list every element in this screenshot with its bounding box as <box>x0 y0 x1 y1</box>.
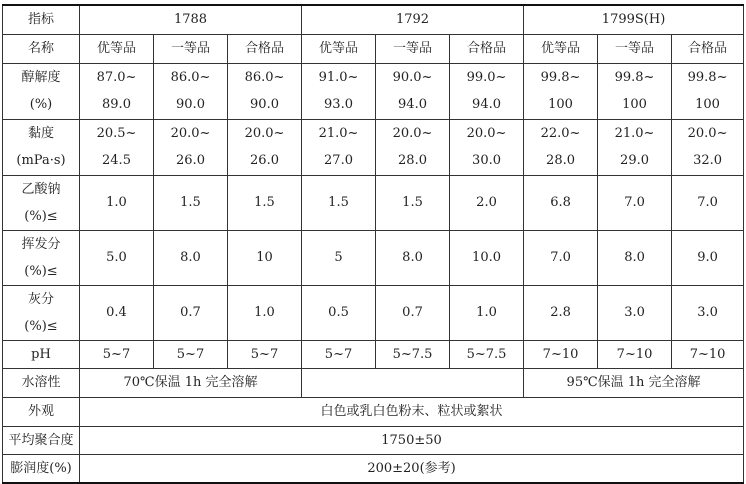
group-header-1799sh: 1799S(H) <box>524 5 744 34</box>
row-label: pH <box>3 340 80 368</box>
value-cell: 1.0 <box>228 285 302 340</box>
value-cell: 0.5 <box>302 285 376 340</box>
value-cell: 22.0~ 28.0 <box>524 119 598 175</box>
value-cell: 1.5 <box>228 175 302 230</box>
value-cell: 5~7 <box>80 340 154 368</box>
row-label: 黏度 (mPa·s) <box>3 119 80 175</box>
value-cell: 5.0 <box>80 230 154 285</box>
value-cell: 0.7 <box>154 285 228 340</box>
row-label: 膨润度(%) <box>3 454 80 483</box>
row-label: 乙酸钠 (%)≤ <box>3 175 80 230</box>
row-ash <box>3 285 744 340</box>
row-label: 灰分 (%)≤ <box>3 285 80 340</box>
value-cell: 8.0 <box>154 230 228 285</box>
value-cell: 7.0 <box>598 175 672 230</box>
grade-header: 合格品 <box>228 34 302 63</box>
value-cell: 3.0 <box>598 285 672 340</box>
value-cell: 20.5~ 24.5 <box>80 119 154 175</box>
row-label: 醇解度 (%) <box>3 63 80 119</box>
row-ph <box>3 340 744 368</box>
value-cell: 99.8~ 100 <box>598 63 672 119</box>
grade-header: 一等品 <box>154 34 228 63</box>
value-cell: 1.0 <box>450 285 524 340</box>
row-polymerization <box>3 426 744 454</box>
header-row-grades <box>3 34 744 63</box>
polymerization-value: 1750±50 <box>80 426 744 454</box>
value-cell: 7.0 <box>672 175 744 230</box>
value-cell: 99.8~ 100 <box>524 63 598 119</box>
value-cell: 99.8~ 100 <box>672 63 744 119</box>
row-alcoholysis <box>3 63 744 119</box>
value-cell: 9.0 <box>672 230 744 285</box>
grade-header: 合格品 <box>450 34 524 63</box>
value-cell: 20.0~ 32.0 <box>672 119 744 175</box>
value-cell: 99.0~ 94.0 <box>450 63 524 119</box>
swelling-value: 200±20(参考) <box>80 454 744 483</box>
value-cell: 3.0 <box>672 285 744 340</box>
value-cell: 10.0 <box>450 230 524 285</box>
value-cell: 91.0~ 93.0 <box>302 63 376 119</box>
row-label: 水溶性 <box>3 368 80 397</box>
value-cell: 1.5 <box>302 175 376 230</box>
value-cell: 0.7 <box>376 285 450 340</box>
value-cell: 1.0 <box>80 175 154 230</box>
grade-header: 一等品 <box>598 34 672 63</box>
value-cell: 86.0~ 90.0 <box>154 63 228 119</box>
solubility-blank <box>302 368 524 397</box>
row-label: 挥发分 (%)≤ <box>3 230 80 285</box>
value-cell: 2.0 <box>450 175 524 230</box>
value-cell: 8.0 <box>376 230 450 285</box>
value-cell: 87.0~ 89.0 <box>80 63 154 119</box>
value-cell: 20.0~ 30.0 <box>450 119 524 175</box>
index-label: 指标 <box>3 5 80 34</box>
value-cell: 20.0~ 26.0 <box>228 119 302 175</box>
row-volatiles <box>3 230 744 285</box>
value-cell: 5 <box>302 230 376 285</box>
value-cell: 5~7 <box>228 340 302 368</box>
solubility-left: 70℃保温 1h 完全溶解 <box>80 368 302 397</box>
value-cell: 90.0~ 94.0 <box>376 63 450 119</box>
grade-header: 合格品 <box>672 34 744 63</box>
row-viscosity <box>3 119 744 175</box>
value-cell: 86.0~ 90.0 <box>228 63 302 119</box>
grade-header: 优等品 <box>302 34 376 63</box>
name-label: 名称 <box>3 34 80 63</box>
row-solubility <box>3 368 744 397</box>
value-cell: 7~10 <box>524 340 598 368</box>
group-header-1792: 1792 <box>302 5 524 34</box>
value-cell: 2.8 <box>524 285 598 340</box>
row-swelling <box>3 454 744 483</box>
header-row-groups <box>3 5 744 34</box>
value-cell: 1.5 <box>154 175 228 230</box>
value-cell: 6.8 <box>524 175 598 230</box>
group-header-1788: 1788 <box>80 5 302 34</box>
row-label: 外观 <box>3 397 80 426</box>
spec-table <box>2 4 744 484</box>
value-cell: 5~7.5 <box>376 340 450 368</box>
value-cell: 7~10 <box>598 340 672 368</box>
value-cell: 0.4 <box>80 285 154 340</box>
row-appearance <box>3 397 744 426</box>
solubility-right: 95℃保温 1h 完全溶解 <box>524 368 744 397</box>
row-sodium-acetate <box>3 175 744 230</box>
value-cell: 5~7.5 <box>450 340 524 368</box>
value-cell: 20.0~ 26.0 <box>154 119 228 175</box>
value-cell: 7~10 <box>672 340 744 368</box>
value-cell: 1.5 <box>376 175 450 230</box>
value-cell: 21.0~ 29.0 <box>598 119 672 175</box>
grade-header: 优等品 <box>80 34 154 63</box>
value-cell: 7.0 <box>524 230 598 285</box>
value-cell: 5~7 <box>154 340 228 368</box>
value-cell: 20.0~ 28.0 <box>376 119 450 175</box>
appearance-value: 白色或乳白色粉末、粒状或絮状 <box>80 397 744 426</box>
value-cell: 10 <box>228 230 302 285</box>
grade-header: 优等品 <box>524 34 598 63</box>
value-cell: 5~7 <box>302 340 376 368</box>
value-cell: 8.0 <box>598 230 672 285</box>
grade-header: 一等品 <box>376 34 450 63</box>
row-label: 平均聚合度 <box>3 426 80 454</box>
value-cell: 21.0~ 27.0 <box>302 119 376 175</box>
